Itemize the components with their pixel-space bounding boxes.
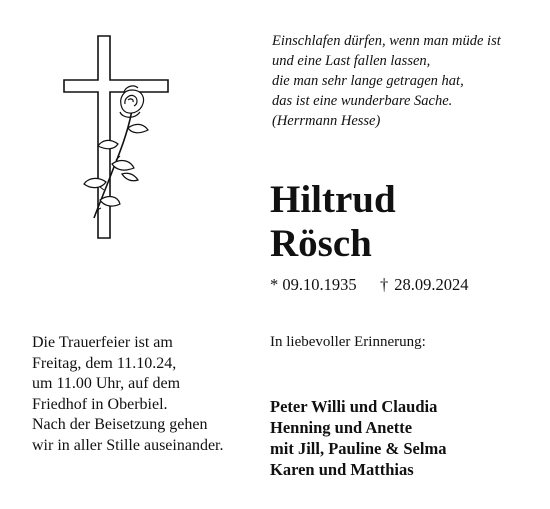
poem [272,31,542,131]
birth-date: * 09.10.1935 [270,275,357,294]
poem-author: (Herrmann Hesse) [272,113,381,129]
mourner-line: Henning und Anette [270,418,413,437]
cross-with-rose-icon [62,32,172,242]
funeral-info-line: um 11.00 Uhr, auf dem [32,375,181,392]
poem-line: und eine Last fallen lassen, [272,53,431,69]
poem-line: das ist eine wunderbare Sache. [272,93,453,109]
funeral-info-line: Friedhof in Oberbiel. [32,395,168,413]
deceased-name [270,178,396,266]
mourner-line: Peter Willi und Claudia [270,397,438,416]
mourner-line: Karen und Matthias [270,460,414,479]
funeral-info-line: wir in aller Stille auseinander. [32,436,224,454]
memory-line: In liebevoller Erinnerung: [270,334,426,350]
death-date-group [380,275,469,295]
funeral-info-line: Freitag, dem 11.10.24, [32,354,177,372]
funeral-info-line: Die Trauerfeier ist am [32,334,173,351]
funeral-info [32,333,262,456]
funeral-info-line: Nach der Beisetzung gehen [32,416,208,433]
mourner-line: mit Jill, Pauline & Selma [270,439,447,458]
mourners [270,396,540,480]
poem-line: die man sehr lange getragen hat, [272,73,464,89]
last-name: Rösch [270,222,372,265]
first-name: Hiltrud [270,178,396,221]
dagger-icon: † [380,275,389,294]
poem-line: Einschlafen dürfen, wenn man müde ist [272,33,501,49]
death-date: 28.09.2024 [394,275,469,294]
